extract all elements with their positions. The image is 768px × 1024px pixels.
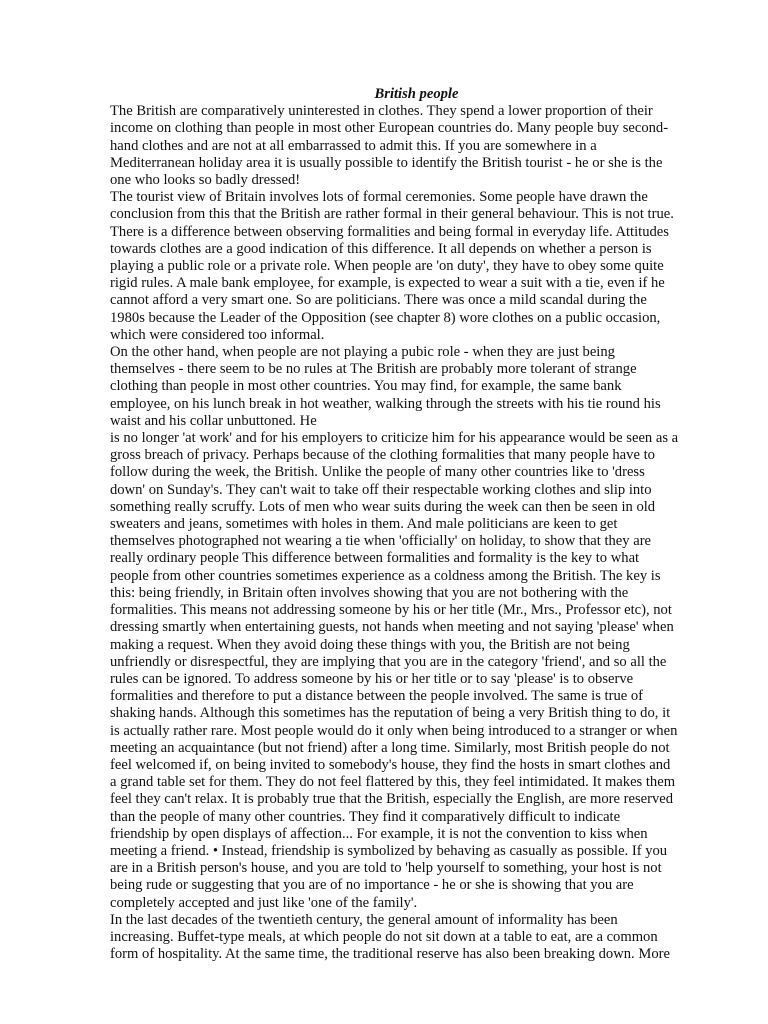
text-line: sweaters and jeans, sometimes with holes in them. And male politicians are keen to get bbox=[110, 516, 618, 533]
text-line: people from other countries sometimes experience as a coldness among the British. The key is bbox=[110, 567, 661, 584]
text-line: feel welcomed if, on being invited to somebody's house, they find the hosts in smart clothes and bbox=[110, 756, 671, 773]
text-line: really ordinary people This difference between formalities and formality is the key to what bbox=[110, 550, 640, 567]
text-line: There is a difference between observing formalities and being formal in everyday life. Attitudes bbox=[110, 223, 669, 240]
text-line: gross breach of privacy. Perhaps because of the clothing formalities that many people have to bbox=[110, 447, 655, 464]
text-line: this: being friendly, in Britain often involves showing that you are not bothering with the bbox=[110, 584, 629, 601]
text-line: friendship by open displays of affection... For example, it is not the convention to kiss when bbox=[110, 825, 648, 842]
text-line: waist and his collar unbuttoned. He bbox=[110, 412, 317, 429]
text-line: The British are comparatively uninterested in clothes. They spend a lower proportion of their bbox=[110, 103, 653, 120]
text-line: rules can be ignored. To address someone by his or her title or to say 'please' is to observe bbox=[110, 670, 634, 687]
document-title: British people bbox=[374, 86, 459, 102]
text-line: meeting an acquaintance (but not friend) after a long time. Similarly, most British people do not bbox=[110, 739, 670, 756]
paragraph-4 bbox=[110, 912, 715, 964]
text-line: hand clothes and are not at all embarrassed to admit this. If you are somewhere in a bbox=[110, 137, 597, 154]
text-line: increasing. Buffet-type meals, at which people do not sit down at a table to eat, are a common bbox=[110, 928, 658, 945]
text-line: themselves - there seem to be no rules at The British are probably more tolerant of strange bbox=[110, 361, 637, 378]
text-line: than the people of many other countries. They find it comparatively difficult to indicate bbox=[110, 808, 621, 825]
paragraph-2 bbox=[110, 189, 715, 344]
document-page bbox=[110, 86, 715, 963]
text-line: meeting a friend. • Instead, friendship is symbolized by behaving as casually as possible. If you bbox=[110, 842, 668, 859]
text-line: shaking hands. Although this sometimes has the reputation of being a very British thing to do, it bbox=[110, 705, 671, 722]
paragraph-1 bbox=[110, 103, 715, 189]
text-line: clothing than people in most other countries. You may find, for example, the same bank bbox=[110, 378, 622, 395]
text-line: completely accepted and just like 'one of the family'. bbox=[110, 894, 418, 911]
text-line: In the last decades of the twentieth century, the general amount of informality has been bbox=[110, 911, 618, 928]
text-line: which were considered too informal. bbox=[110, 326, 325, 343]
text-line: formalities. This means not addressing someone by his or her title (Mr., Mrs., Professor etc), not bbox=[110, 602, 672, 619]
text-line: is actually rather rare. Most people would do it only when being introduced to a stranger or when bbox=[110, 722, 678, 739]
text-line: unfriendly or disrespectful, they are implying that you are in the category 'friend', and so all the bbox=[110, 653, 667, 670]
text-line: cannot afford a very smart one. So are politicians. There was once a mild scandal during the bbox=[110, 292, 647, 309]
text-line: follow during the week, the British. Unlike the people of many other countries like to 'dress bbox=[110, 464, 645, 481]
text-line: The tourist view of Britain involves lots of formal ceremonies. Some people have drawn the bbox=[110, 189, 648, 206]
text-line: 1980s because the Leader of the Opposition (see chapter 8) wore clothes on a public occasion, bbox=[110, 309, 661, 326]
text-line: form of hospitality. At the same time, the traditional reserve has also been breaking down. More bbox=[110, 946, 670, 963]
text-line: down' on Sunday's. They can't wait to take off their respectable working clothes and slip into bbox=[110, 481, 652, 498]
text-line: making a request. When they avoid doing these things with you, the British are not being bbox=[110, 636, 630, 653]
paragraph-3 bbox=[110, 344, 715, 912]
text-line: income on clothing than people in most other European countries do. Many people buy second- bbox=[110, 120, 669, 137]
text-line: themselves photographed not wearing a tie when 'officially' on holiday, to show that they are bbox=[110, 533, 652, 550]
text-line: playing a public role or a private role. When people are 'on duty', they have to obey some quite bbox=[110, 258, 664, 275]
text-line: one who looks so badly dressed! bbox=[110, 172, 301, 189]
text-line: something really scruffy. Lots of men who wear suits during the week can then be seen in old bbox=[110, 498, 656, 515]
text-line: feel they can't relax. It is probably true that the British, especially the English, are more reserved bbox=[110, 791, 674, 808]
text-line: employee, on his lunch break in hot weather, walking through the streets with his tie round his bbox=[110, 395, 661, 412]
text-line: Mediterranean holiday area it is usually possible to identify the British tourist - he or she is the bbox=[110, 154, 663, 171]
text-line: dressing smartly when entertaining guests, not hands when meeting and not saying 'please' when bbox=[110, 619, 674, 636]
text-line: a grand table set for them. They do not feel flattered by this, they feel intimidated. It makes them bbox=[110, 774, 676, 791]
text-line: On the other hand, when people are not playing a pubic role - when they are just being bbox=[110, 344, 615, 361]
text-line: rigid rules. A male bank employee, for example, is expected to wear a suit with a tie, even if he bbox=[110, 275, 665, 292]
text-line: formalities and therefore to put a distance between the people involved. The same is true of bbox=[110, 688, 644, 705]
text-line: conclusion from this that the British are rather formal in their general behaviour. This is not true. bbox=[110, 206, 674, 223]
text-line: being rude or suggesting that you are of no importance - he or she is showing that you are bbox=[110, 877, 634, 894]
text-line: are in a British person's house, and you are told to 'help yourself to something, your host is not bbox=[110, 860, 662, 877]
text-line: is no longer 'at work' and for his employers to criticize him for his appearance would be seen as a bbox=[110, 430, 679, 447]
text-line: towards clothes are a good indication of this difference. It all depends on whether a person is bbox=[110, 240, 652, 257]
